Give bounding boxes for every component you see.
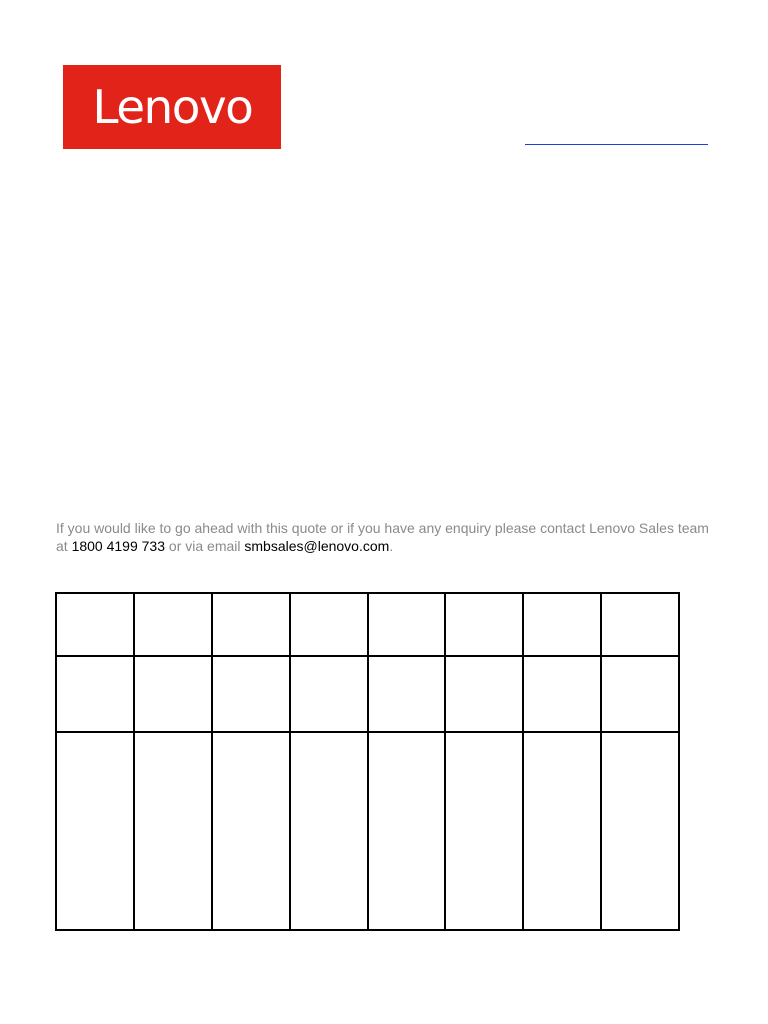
table-cell bbox=[523, 593, 601, 656]
table-cell bbox=[368, 656, 446, 732]
table-cell bbox=[601, 732, 679, 930]
table-cell bbox=[56, 656, 134, 732]
table-cell bbox=[134, 732, 212, 930]
table-cell bbox=[56, 732, 134, 930]
table-cell bbox=[212, 732, 290, 930]
lenovo-logo bbox=[63, 65, 281, 149]
table-cell bbox=[290, 593, 368, 656]
table-cell bbox=[601, 656, 679, 732]
table-cell bbox=[134, 656, 212, 732]
table-cell bbox=[368, 732, 446, 930]
header-link[interactable] bbox=[525, 144, 708, 145]
table-cell bbox=[445, 656, 523, 732]
table-cell bbox=[523, 656, 601, 732]
table-row bbox=[56, 732, 679, 930]
email-address[interactable]: smbsales@lenovo.com bbox=[244, 538, 390, 554]
table-row bbox=[56, 656, 679, 732]
table-cell bbox=[445, 732, 523, 930]
table-cell bbox=[134, 593, 212, 656]
table-cell bbox=[523, 732, 601, 930]
table-cell bbox=[601, 593, 679, 656]
contact-paragraph bbox=[56, 519, 716, 555]
quote-table bbox=[55, 592, 680, 931]
phone-number[interactable]: 1800 4199 733 bbox=[71, 538, 166, 554]
table-cell bbox=[212, 656, 290, 732]
table-cell bbox=[56, 593, 134, 656]
contact-intro: If you would like to go ahead with this quote or if you have any enquiry please contact Lenovo Sales team at bbox=[56, 520, 709, 554]
table-row bbox=[56, 593, 679, 656]
table-cell bbox=[368, 593, 446, 656]
table-cell bbox=[290, 732, 368, 930]
contact-end: . bbox=[389, 538, 394, 554]
table-cell bbox=[212, 593, 290, 656]
table-cell bbox=[445, 593, 523, 656]
logo-wordmark: Lenovo bbox=[92, 80, 252, 134]
table-cell bbox=[290, 656, 368, 732]
contact-via-email: or via email bbox=[165, 538, 245, 554]
